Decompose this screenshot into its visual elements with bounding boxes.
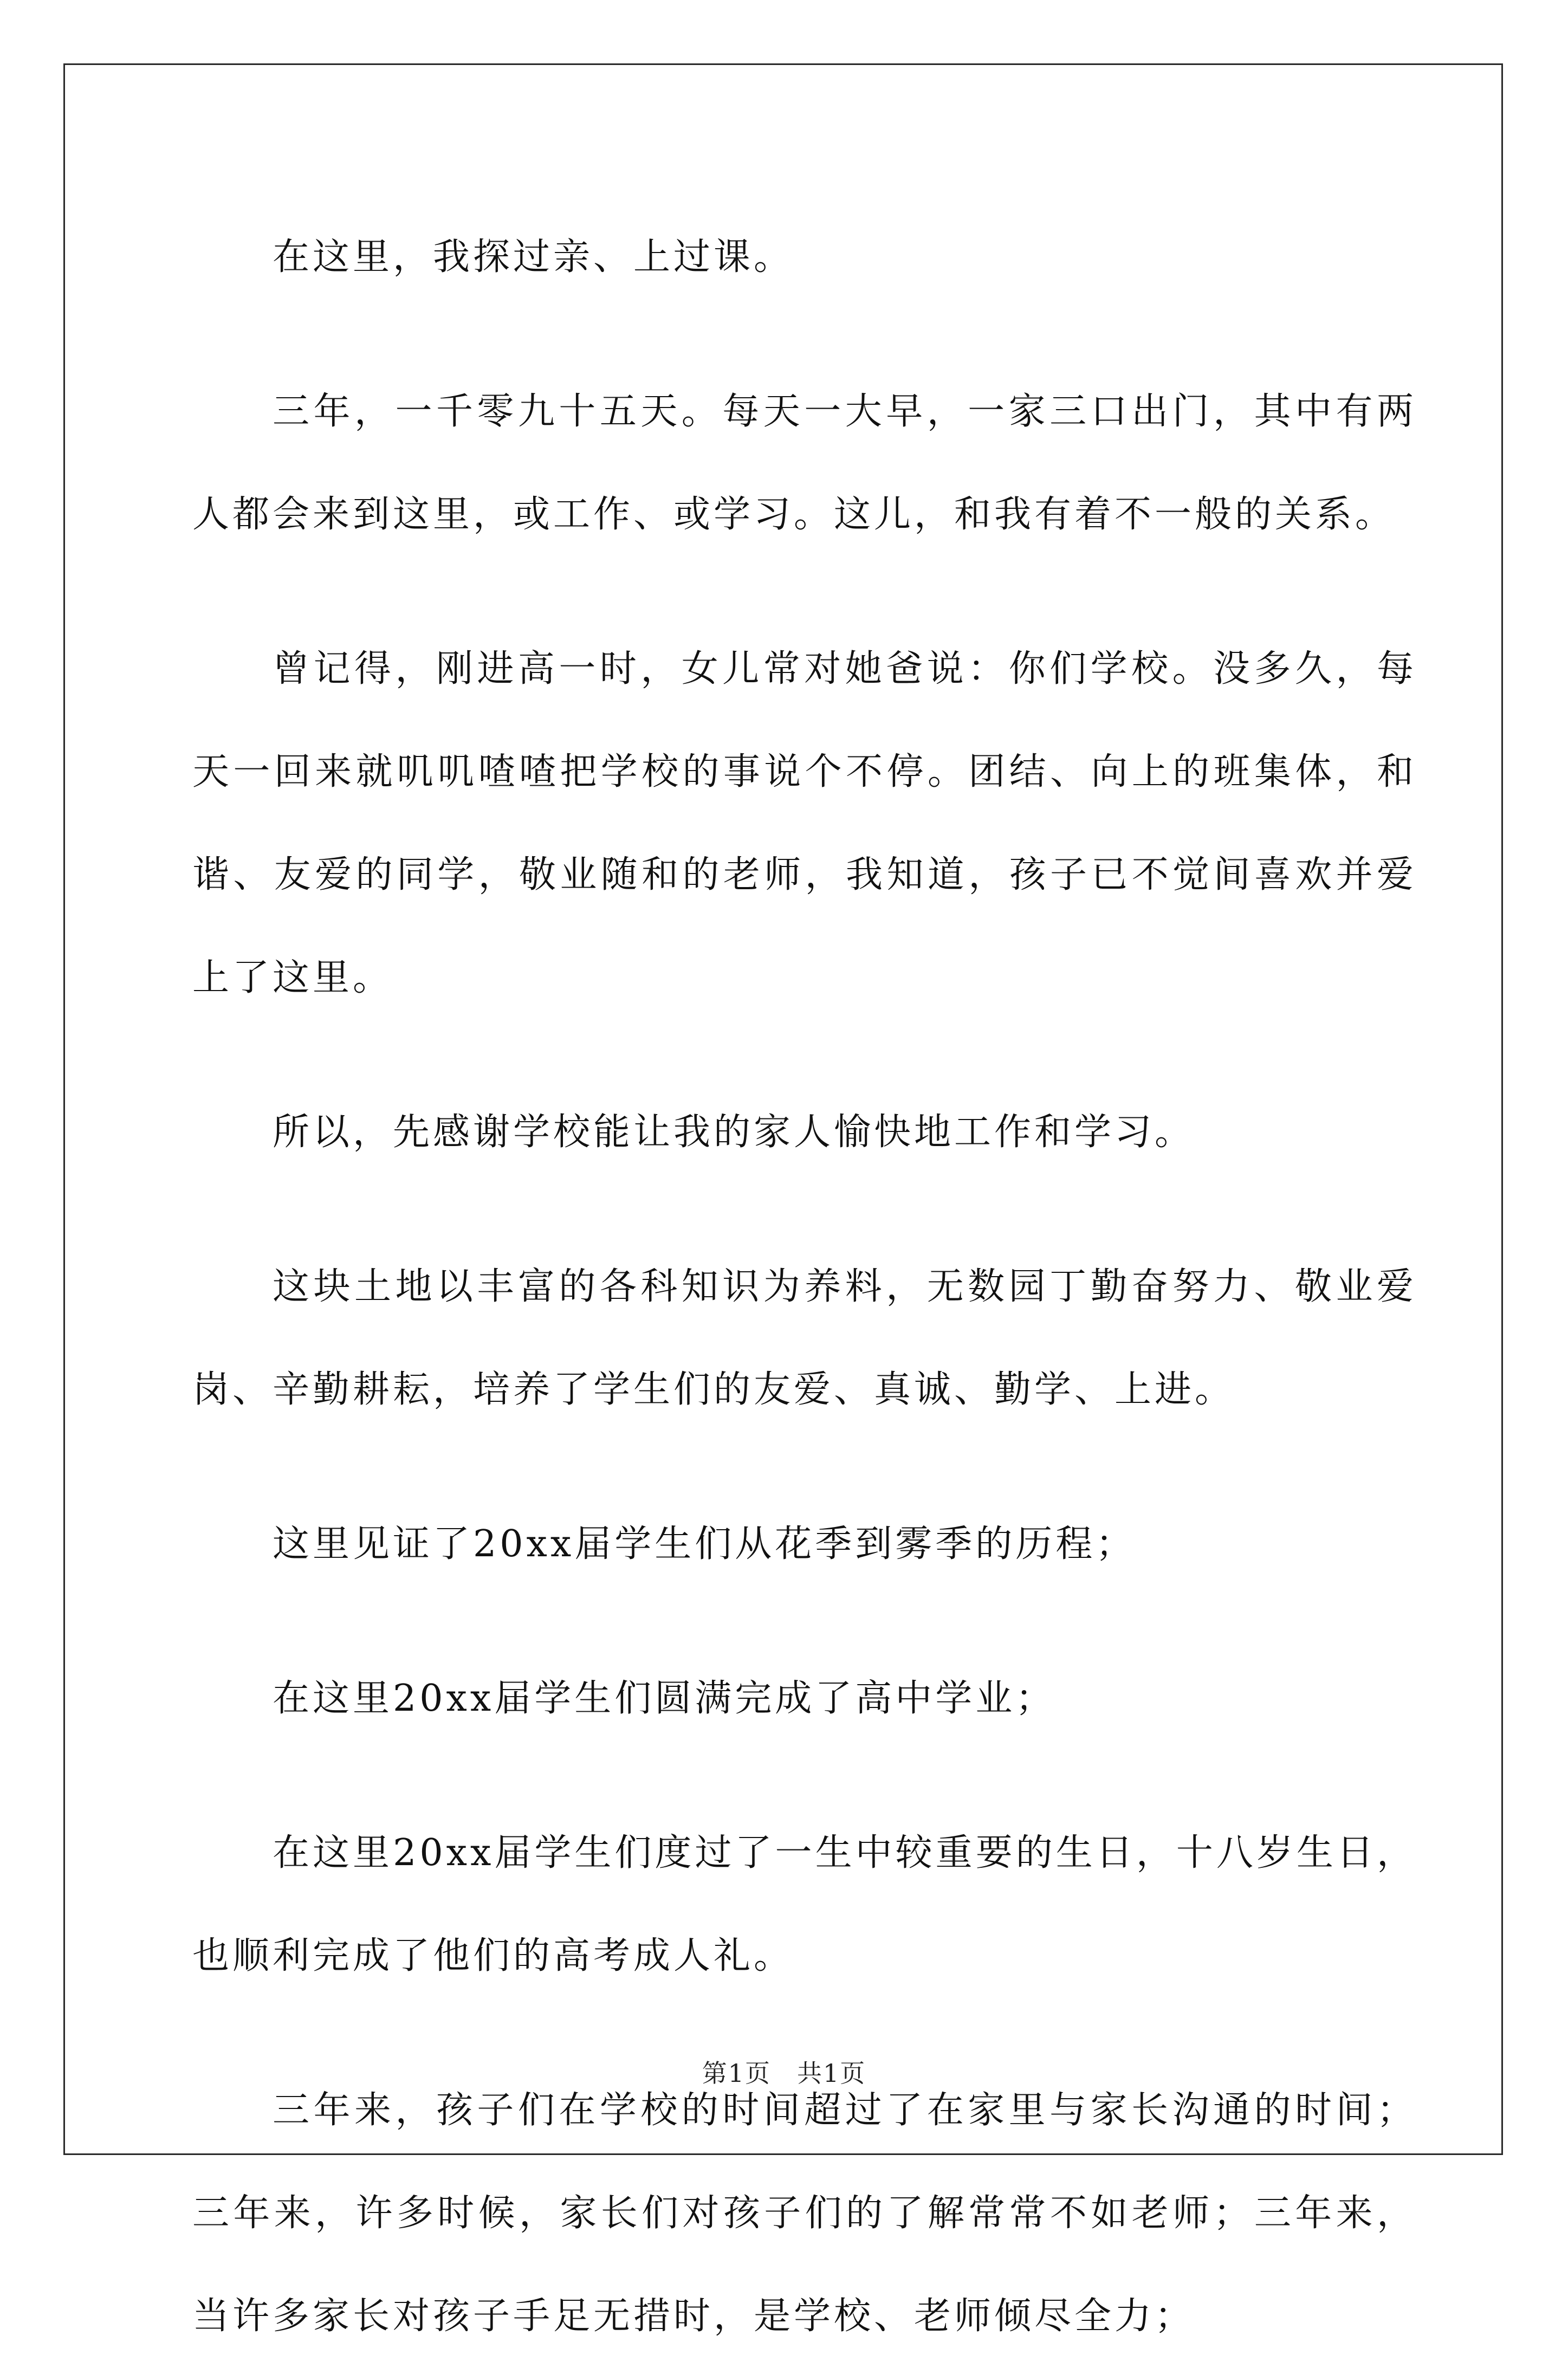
paragraph-8: 在这里20xx届学生们度过了一生中较重要的生日，十八岁生日，也顺利完成了他们的高考成人礼。	[192, 1832, 1417, 1977]
paragraph-1: 在这里，我探过亲、上过课。	[273, 236, 794, 279]
document-body	[192, 206, 1417, 2368]
paragraph-7: 在这里20xx届学生们圆满完成了高中学业；	[273, 1677, 1056, 1720]
paragraph-4: 所以，先感谢学校能让我的家人愉快地工作和学习。	[273, 1111, 1195, 1154]
page-footer: 第1页 共1页	[702, 2059, 866, 2088]
paragraph-6: 这里见证了20xx届学生们从花季到雾季的历程；	[273, 1523, 1136, 1565]
paragraph-5: 这块土地以丰富的各科知识为养料，无数园丁勤奋努力、敬业爱岗、辛勤耕耘，培养了学生们的友爱、真诚、勤学、上进。	[192, 1265, 1417, 1411]
paragraph-2: 三年，一千零九十五天。每天一大早，一家三口出门，其中有两人都会来到这里，或工作、或学习。这儿，和我有着不一般的关系。	[192, 390, 1417, 536]
paragraph-9: 三年来，孩子们在学校的时间超过了在家里与家长沟通的时间；三年来，许多时候，家长们对孩子们的了解常常不如老师；三年来，当许多家长对孩子手足无措时，是学校、老师倾尽全力；	[192, 2089, 1417, 2338]
paragraph-3: 曾记得，刚进高一时，女儿常对她爸说：你们学校。没多久，每天一回来就叽叽喳喳把学校的事说个不停。团结、向上的班集体，和谐、友爱的同学，敬业随和的老师，我知道，孩子已不觉间喜欢并爱上了这里。	[192, 648, 1417, 999]
